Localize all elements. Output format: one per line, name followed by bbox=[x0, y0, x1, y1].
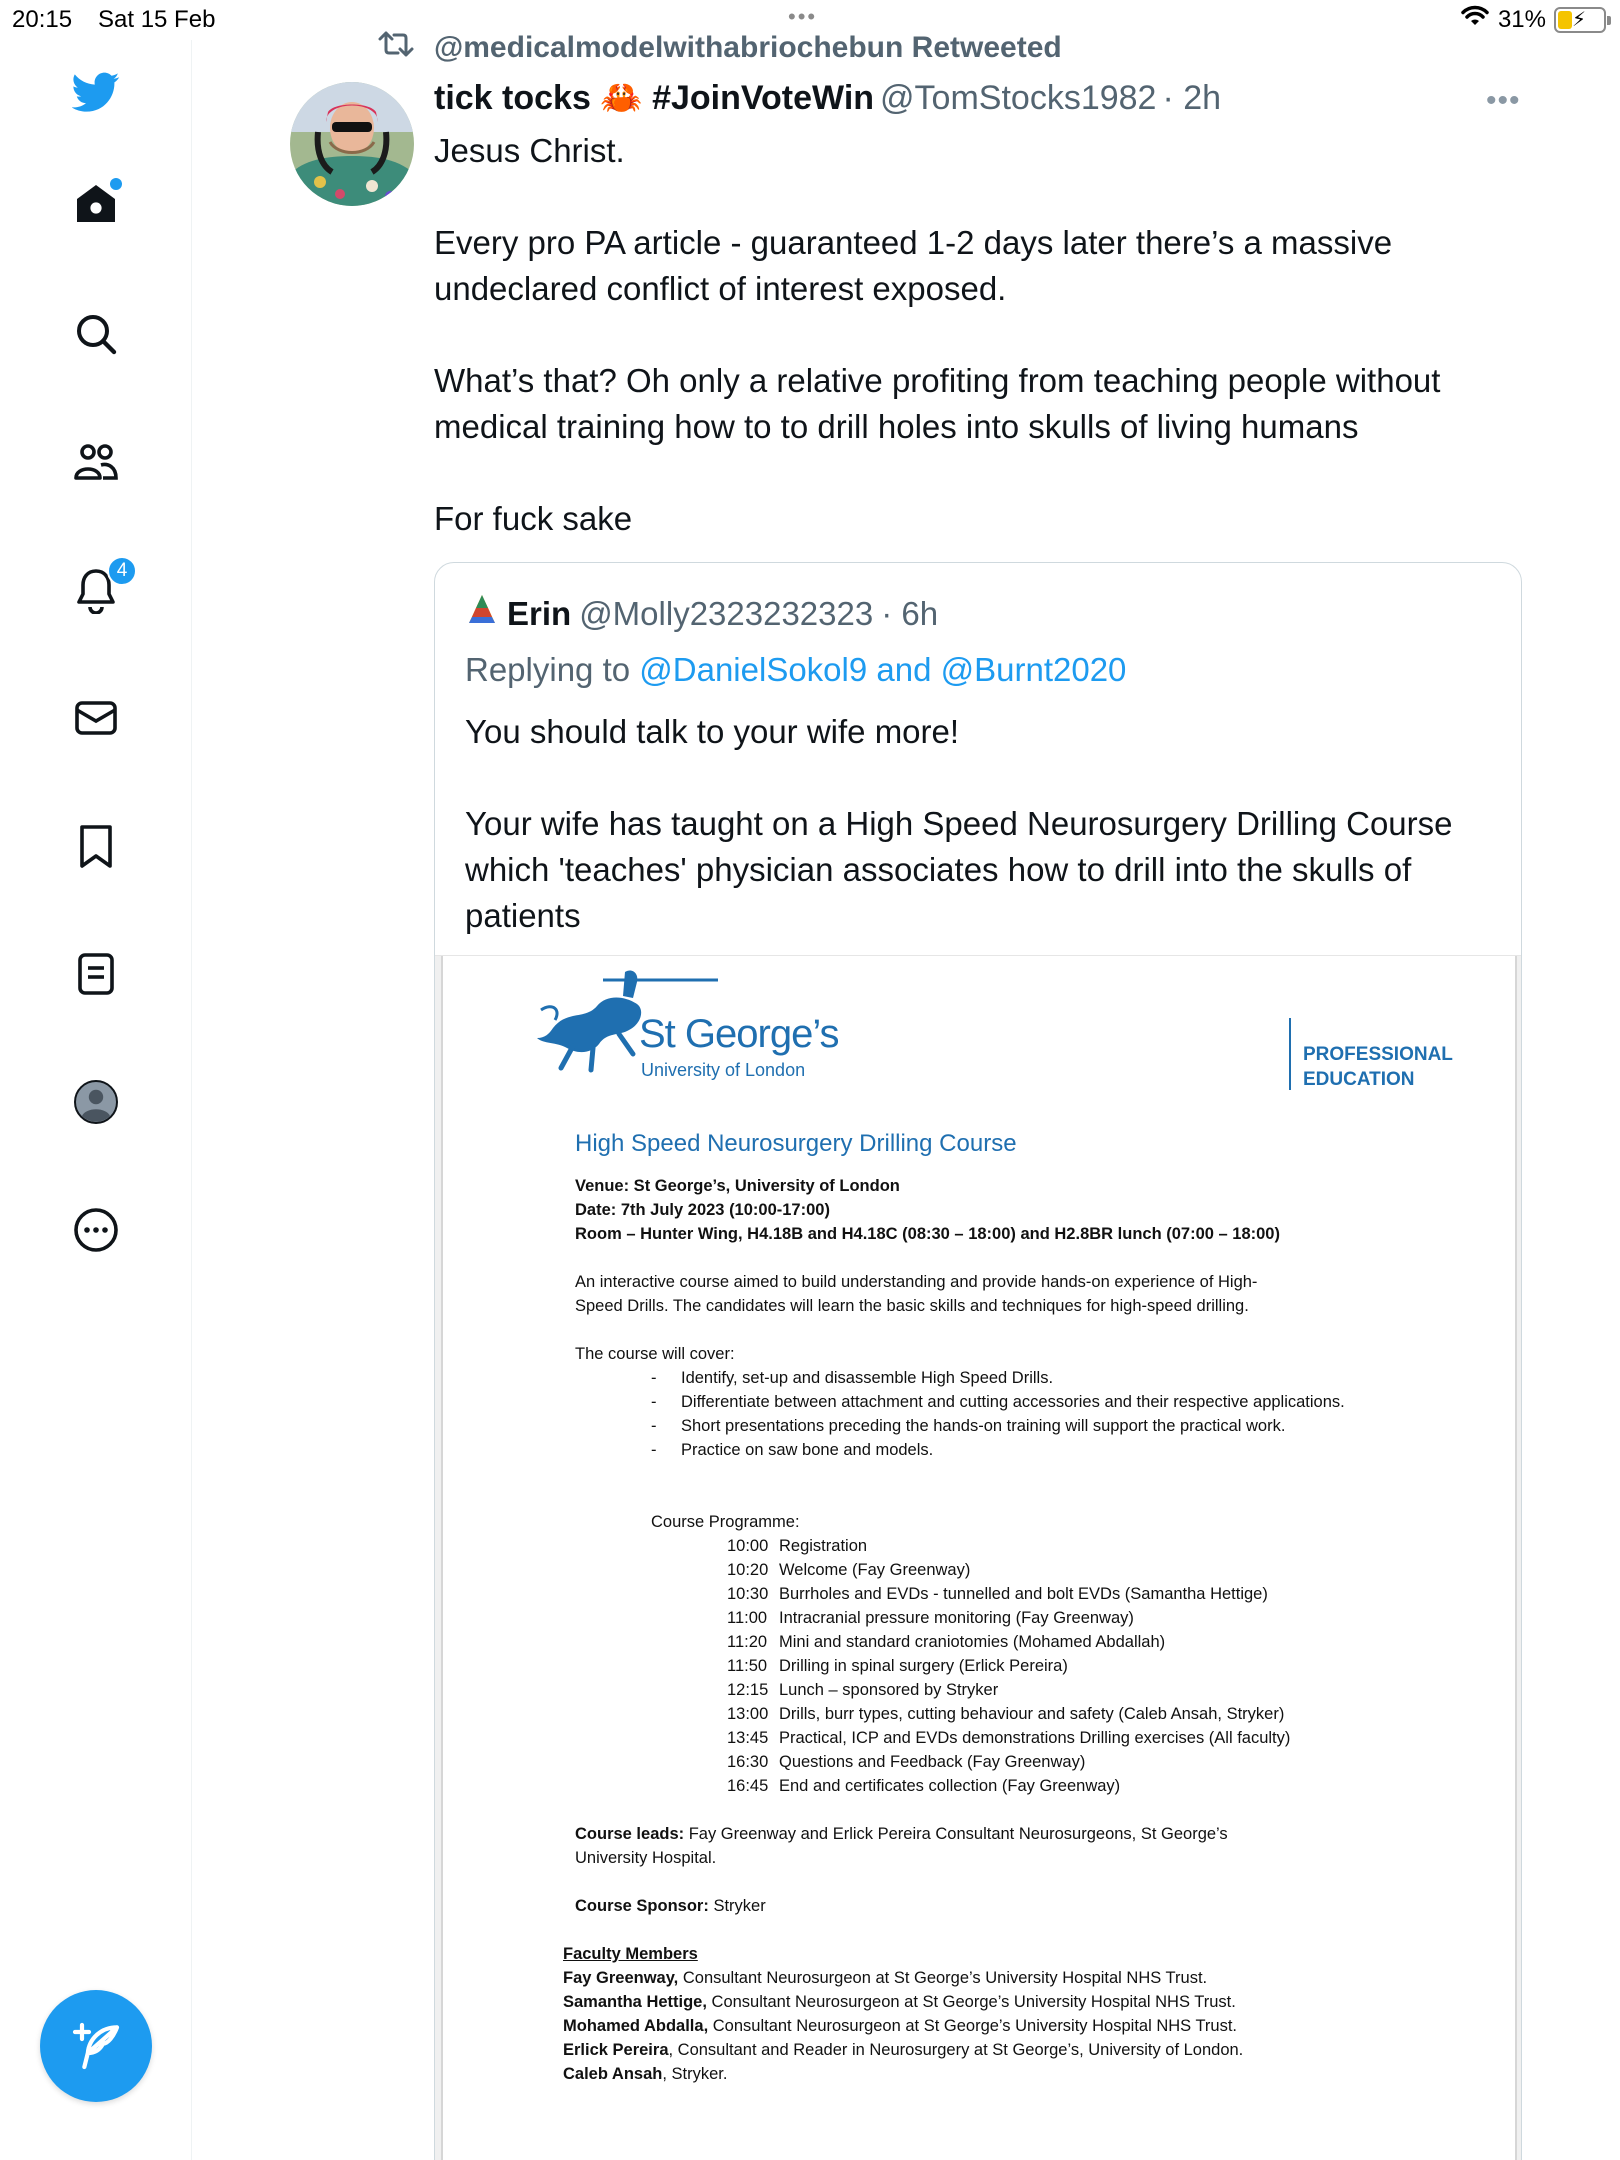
notification-count-badge: 4 bbox=[107, 556, 137, 586]
programme-row: 13:45 Practical, ICP and EVDs demonstrations Drilling exercises (All faculty) bbox=[727, 1729, 1291, 1747]
retweet-label: @medicalmodelwithabriochebun Retweeted bbox=[434, 31, 1062, 64]
course-title: High Speed Neurosurgery Drilling Course bbox=[575, 1130, 1017, 1157]
header-divider bbox=[1289, 1018, 1291, 1090]
status-date: Sat 15 Feb bbox=[98, 6, 216, 33]
tweet-paragraph: For fuck sake bbox=[434, 500, 633, 537]
tweet-paragraph bbox=[434, 312, 1514, 358]
home-new-dot bbox=[110, 178, 122, 190]
status-time: 20:15 bbox=[12, 6, 73, 33]
replying-to-users-link[interactable]: @DanielSokol9 and @Burnt2020 bbox=[639, 651, 1127, 688]
quoted-author-avatar[interactable] bbox=[465, 593, 499, 635]
explore-search-icon[interactable] bbox=[58, 296, 134, 372]
programme-row: 11:00 Intracranial pressure monitoring (Fay Greenway) bbox=[727, 1609, 1134, 1627]
programme-row: 16:45 End and certificates collection (Fay Greenway) bbox=[727, 1777, 1121, 1795]
replying-prefix: Replying to bbox=[465, 651, 640, 688]
programme-heading: Course Programme: bbox=[651, 1513, 800, 1531]
author-display-name[interactable]: tick tocks 🦀 #JoinVoteWin bbox=[434, 79, 875, 117]
tweet-body bbox=[434, 128, 1514, 542]
author-avatar[interactable] bbox=[290, 82, 414, 206]
sidebar-nav bbox=[0, 40, 192, 2160]
course-date: Date: 7th July 2023 (10:00-17:00) bbox=[575, 1201, 830, 1219]
notifications-bell-icon[interactable] bbox=[58, 552, 134, 628]
course-cover-heading: The course will cover: bbox=[575, 1345, 735, 1363]
cover-list-item: - Practice on saw bone and models. bbox=[651, 1438, 1475, 1462]
quoted-tweet-body bbox=[465, 709, 1505, 939]
cover-list-item: - Short presentations preceding the hands-on training will support the practical work. bbox=[651, 1414, 1475, 1438]
quoted-handle[interactable]: @Molly2323232323 bbox=[579, 595, 874, 632]
programme-list bbox=[575, 1534, 1475, 1798]
faculty-row: Caleb Ansah, Stryker. bbox=[563, 2065, 728, 2083]
university-subtitle: University of London bbox=[641, 1060, 806, 1080]
compose-tweet-button[interactable] bbox=[40, 1990, 152, 2102]
course-sponsor: Course Sponsor: Stryker bbox=[575, 1897, 766, 1915]
cover-list-item: - Differentiate between attachment and cutting accessories and their respective applications. bbox=[651, 1390, 1475, 1414]
tweet-paragraph: What’s that? Oh only a relative profiting from teaching people without medical training how to to drill holes into skulls of living humans bbox=[434, 362, 1441, 445]
course-venue: Venue: St George’s, University of London bbox=[575, 1177, 900, 1195]
programme-row: 10:00 Registration bbox=[727, 1537, 868, 1555]
replying-to-line bbox=[465, 651, 1126, 689]
quoted-timestamp[interactable]: · 6h bbox=[881, 595, 939, 632]
quoted-tweet-image[interactable] bbox=[435, 955, 1522, 2160]
faculty-heading: Faculty Members bbox=[563, 1945, 698, 1963]
course-leads: Course leads: Fay Greenway and Erlick Pereira Consultant Neurosurgeons, St George’s bbox=[575, 1825, 1228, 1843]
battery-percent: 31% bbox=[1497, 5, 1546, 33]
quoted-author-line bbox=[465, 593, 938, 635]
quoted-paragraph bbox=[465, 755, 1505, 801]
quoted-paragraph: You should talk to your wife more! bbox=[465, 713, 960, 750]
faculty-row: Erlick Pereira, Consultant and Reader in Neurosurgery at St George’s, University of London. bbox=[563, 2041, 1244, 2059]
profile-avatar-icon[interactable] bbox=[58, 1064, 134, 1140]
author-handle[interactable]: @TomStocks1982 bbox=[880, 78, 1157, 117]
messages-mail-icon[interactable] bbox=[58, 680, 134, 756]
university-name: St George’s bbox=[639, 1012, 839, 1056]
wifi-icon bbox=[1460, 4, 1490, 35]
prof-line-1: PROFESSIONAL bbox=[1303, 1044, 1453, 1065]
programme-row: 10:20 Welcome (Fay Greenway) bbox=[727, 1561, 971, 1579]
tweet-paragraph: Every pro PA article - guaranteed 1-2 days later there’s a massive undeclared conflict of interest exposed. bbox=[434, 224, 1393, 307]
programme-row: 11:20 Mini and standard craniotomies (Mohamed Abdallah) bbox=[727, 1633, 1166, 1651]
twitter-logo-icon[interactable] bbox=[58, 54, 134, 130]
quoted-display-name[interactable]: Erin bbox=[507, 595, 572, 632]
programme-row: 12:15 Lunch – sponsored by Stryker bbox=[727, 1681, 999, 1699]
tweet-more-options-icon[interactable]: ••• bbox=[1486, 84, 1521, 117]
prof-line-2: EDUCATION bbox=[1303, 1069, 1415, 1090]
quoted-paragraph: Your wife has taught on a High Speed Neurosurgery Drilling Course which 'teaches' physician associates how to drill into the skulls of patients bbox=[465, 805, 1453, 934]
course-intro-line: Speed Drills. The candidates will learn the basic skills and techniques for high-speed drilling. bbox=[575, 1297, 1249, 1315]
home-icon[interactable] bbox=[58, 166, 134, 242]
battery-level bbox=[1558, 11, 1572, 29]
multitasking-dots-icon[interactable]: ••• bbox=[788, 4, 818, 29]
tweet-paragraph: Jesus Christ. bbox=[434, 132, 625, 169]
programme-row: 16:30 Questions and Feedback (Fay Greenway) bbox=[727, 1753, 1086, 1771]
retweet-icon bbox=[376, 30, 416, 66]
faculty-row: Samantha Hettige, Consultant Neurosurgeon at St George’s University Hospital NHS Trust. bbox=[563, 1993, 1236, 2011]
faculty-row: Fay Greenway, Consultant Neurosurgeon at St George’s University Hospital NHS Trust. bbox=[563, 1969, 1208, 1987]
course-details bbox=[563, 1174, 1475, 2086]
professional-education-label bbox=[1303, 1042, 1453, 1092]
quoted-tweet-card[interactable] bbox=[434, 562, 1522, 2160]
programme-row: 10:30 Burrholes and EVDs - tunnelled and bolt EVDs (Samantha Hettige) bbox=[727, 1585, 1268, 1603]
status-indicators bbox=[1460, 4, 1606, 35]
programme-row: 11:50 Drilling in spinal surgery (Erlick Pereira) bbox=[727, 1657, 1068, 1675]
course-intro-line: An interactive course aimed to build understanding and provide hands-on experience of High- bbox=[575, 1273, 1258, 1291]
programme-row: 13:00 Drills, burr types, cutting behaviour and safety (Caleb Ansah, Stryker) bbox=[727, 1705, 1285, 1723]
course-leads-cont: University Hospital. bbox=[575, 1849, 717, 1867]
course-flyer-document bbox=[441, 956, 1517, 2160]
tweet-paragraph bbox=[434, 174, 1514, 220]
bookmarks-icon[interactable] bbox=[58, 808, 134, 884]
tweet-timestamp[interactable]: · 2h bbox=[1162, 78, 1222, 117]
more-options-icon[interactable] bbox=[58, 1192, 134, 1268]
course-cover-list bbox=[651, 1366, 1475, 1462]
course-room: Room – Hunter Wing, H4.18B and H4.18C (08:30 – 18:00) and H2.8BR lunch (07:00 – 18:00) bbox=[575, 1225, 1280, 1243]
charging-bolt-icon: ⚡ bbox=[1572, 8, 1587, 31]
tweet-paragraph bbox=[434, 450, 1514, 496]
communities-icon[interactable] bbox=[58, 424, 134, 500]
lists-icon[interactable] bbox=[58, 936, 134, 1012]
cover-list-item: - Identify, set-up and disassemble High Speed Drills. bbox=[651, 1366, 1475, 1390]
battery-icon bbox=[1554, 7, 1606, 33]
retweet-context[interactable] bbox=[376, 30, 1062, 66]
faculty-row: Mohamed Abdalla, Consultant Neurosurgeon at St George’s University Hospital NHS Trust. bbox=[563, 2017, 1238, 2035]
tweet-author-line bbox=[434, 78, 1221, 118]
